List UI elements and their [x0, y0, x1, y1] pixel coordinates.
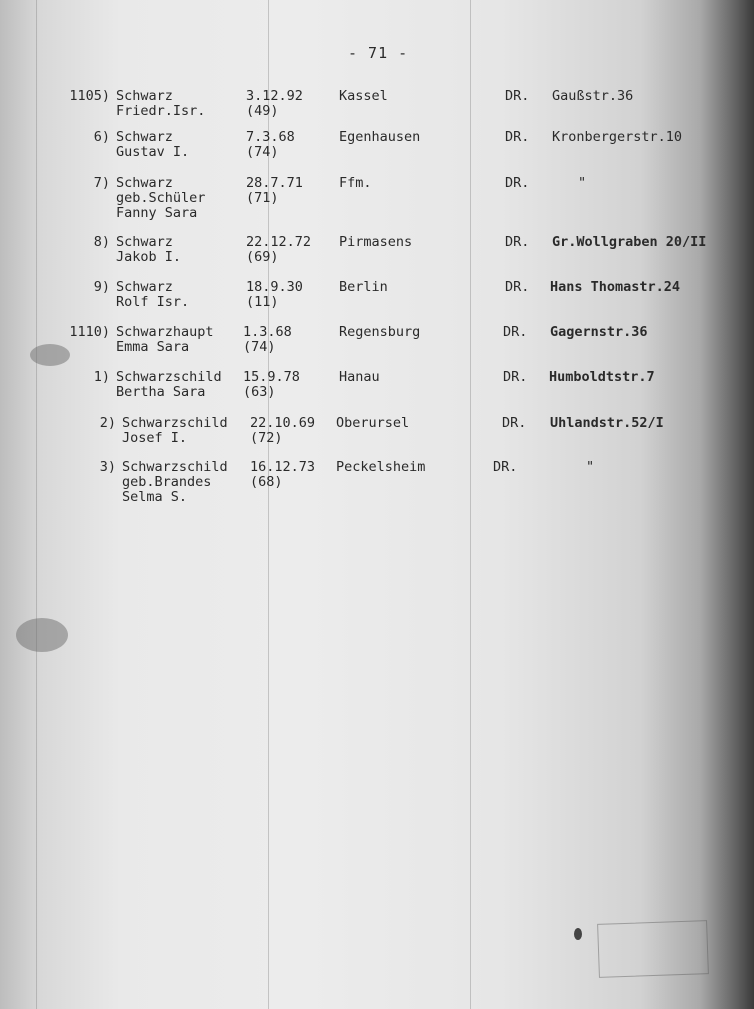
name-line: Emma Sara	[116, 339, 190, 355]
street-address: "	[586, 459, 595, 475]
birth-place: Kassel	[339, 88, 388, 104]
scan-streak	[36, 0, 37, 1009]
age-line: (69)	[246, 249, 279, 265]
street-address: Uhlandstr.52/I	[550, 415, 664, 431]
street-address: Humboldtstr.7	[549, 369, 655, 385]
street-address: Gaußstr.36	[552, 88, 634, 104]
person-name	[122, 416, 228, 446]
person-name	[116, 130, 189, 160]
name-line: Schwarz	[116, 129, 173, 145]
destination-code: DR.	[505, 129, 530, 145]
destination-code: DR.	[505, 234, 530, 250]
name-line: Bertha Sara	[116, 384, 206, 400]
birth-date	[243, 370, 300, 400]
page-number: - 71 -	[348, 44, 409, 62]
person-name	[116, 89, 205, 119]
entry-number: 1105)	[69, 88, 110, 104]
person-name	[116, 280, 189, 310]
person-name	[116, 235, 181, 265]
date-line: 3.12.92	[246, 88, 303, 104]
street-address: "	[578, 175, 587, 191]
street-address: Kronbergerstr.10	[552, 129, 683, 145]
entry-number: 2)	[99, 415, 116, 431]
date-line: 28.7.71	[246, 175, 303, 191]
name-line: Friedr.Isr.	[116, 103, 206, 119]
age-line: (63)	[243, 384, 276, 400]
age-line: (72)	[250, 430, 283, 446]
name-line: Josef I.	[122, 430, 188, 446]
name-line: Schwarzhaupt	[116, 324, 214, 340]
person-name	[122, 460, 228, 505]
street-address: Hans Thomastr.24	[550, 279, 681, 295]
entry-number: 1110)	[69, 324, 110, 340]
date-line: 7.3.68	[246, 129, 295, 145]
age-line: (11)	[246, 294, 279, 310]
birth-place: Egenhausen	[339, 129, 421, 145]
birth-date	[243, 325, 292, 355]
birth-date	[246, 280, 303, 310]
scan-streak	[470, 0, 471, 1009]
age-line: (71)	[246, 190, 279, 206]
birth-place: Pirmasens	[339, 234, 413, 250]
birth-date	[250, 416, 315, 446]
date-line: 22.12.72	[246, 234, 312, 250]
entry-number: 3)	[99, 459, 116, 475]
date-line: 18.9.30	[246, 279, 303, 295]
name-line: Schwarz	[116, 279, 173, 295]
ink-blot	[574, 928, 582, 940]
entry-number: 8)	[93, 234, 110, 250]
date-line: 16.12.73	[250, 459, 316, 475]
street-address: Gr.Wollgraben 20/II	[552, 234, 707, 250]
entry-number: 9)	[93, 279, 110, 295]
ink-blot	[30, 344, 70, 366]
entry-number: 6)	[93, 129, 110, 145]
birth-place: Regensburg	[339, 324, 421, 340]
age-line: (74)	[246, 144, 279, 160]
birth-date	[246, 235, 311, 265]
entry-number: 7)	[93, 175, 110, 191]
age-line: (68)	[250, 474, 283, 490]
birth-place: Hanau	[339, 369, 380, 385]
birth-place: Oberursel	[336, 415, 410, 431]
birth-place: Peckelsheim	[336, 459, 426, 475]
birth-date	[246, 89, 303, 119]
date-line: 1.3.68	[243, 324, 292, 340]
name-line: Schwarzschild	[122, 415, 228, 431]
destination-code: DR.	[502, 415, 527, 431]
name-line: geb.Brandes	[122, 474, 212, 490]
name-line: Schwarz	[116, 234, 173, 250]
destination-code: DR.	[505, 279, 530, 295]
age-line: (49)	[246, 103, 279, 119]
person-name	[116, 370, 222, 400]
age-line: (74)	[243, 339, 276, 355]
name-line: Schwarzschild	[116, 369, 222, 385]
faded-stamp	[597, 920, 709, 978]
name-line: Fanny Sara	[116, 205, 198, 221]
destination-code: DR.	[493, 459, 518, 475]
name-line: geb.Schüler	[116, 190, 206, 206]
date-line: 22.10.69	[250, 415, 316, 431]
birth-place: Ffm.	[339, 175, 372, 191]
name-line: Rolf Isr.	[116, 294, 190, 310]
ink-blot	[16, 618, 68, 652]
person-name	[116, 176, 205, 221]
person-name	[116, 325, 214, 355]
street-address: Gagernstr.36	[550, 324, 648, 340]
destination-code: DR.	[503, 324, 528, 340]
birth-date	[246, 130, 295, 160]
destination-code: DR.	[505, 88, 530, 104]
name-line: Selma S.	[122, 489, 188, 505]
destination-code: DR.	[503, 369, 528, 385]
birth-date	[246, 176, 303, 206]
name-line: Schwarzschild	[122, 459, 228, 475]
name-line: Schwarz	[116, 88, 173, 104]
name-line: Gustav I.	[116, 144, 190, 160]
destination-code: DR.	[505, 175, 530, 191]
entry-number: 1)	[93, 369, 110, 385]
name-line: Schwarz	[116, 175, 173, 191]
birth-date	[250, 460, 315, 490]
birth-place: Berlin	[339, 279, 388, 295]
name-line: Jakob I.	[116, 249, 182, 265]
date-line: 15.9.78	[243, 369, 300, 385]
